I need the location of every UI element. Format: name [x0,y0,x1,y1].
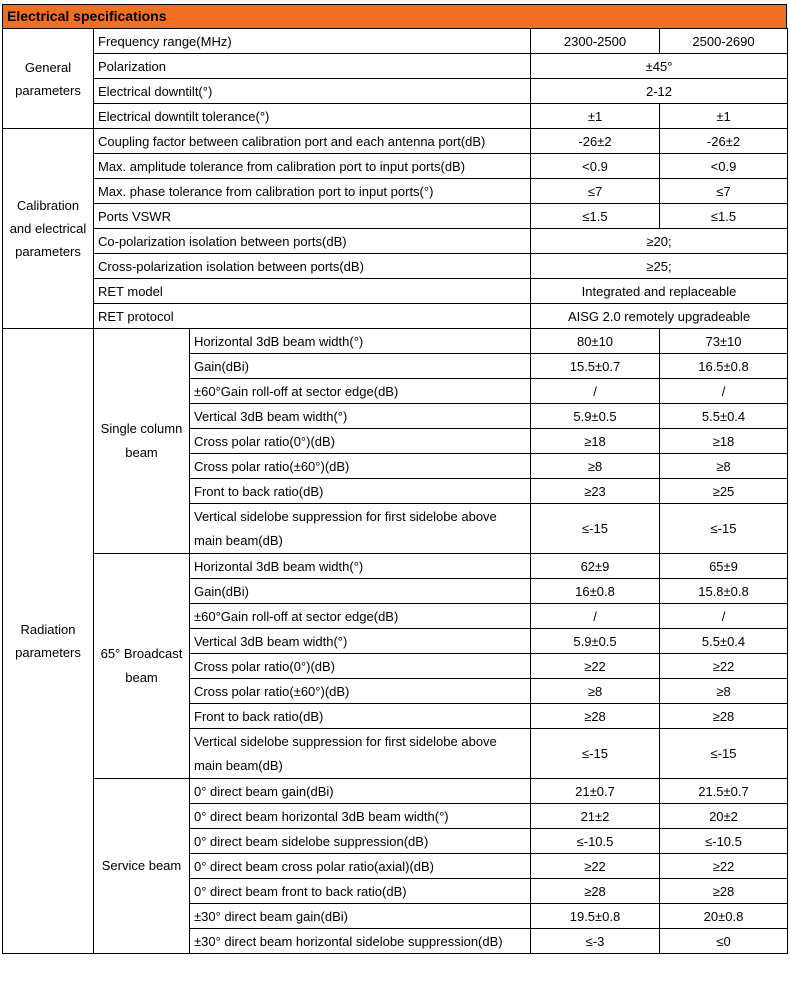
table-row [3,254,788,279]
param-label: Cross polar ratio(0°)(dB) [190,654,531,679]
value-2300: 2300-2500 [531,29,660,54]
value-2300: 19.5±0.8 [531,904,660,929]
param-label: 0° direct beam horizontal 3dB beam width(°) [190,804,531,829]
param-label: RET model [94,279,531,304]
param-label: Frequency range(MHz) [94,29,531,54]
table-row [3,779,788,804]
table-row [3,129,788,154]
param-label: Polarization [94,54,531,79]
table-row [3,329,788,354]
value-merged: ±45° [531,54,788,79]
value-2300: ≥28 [531,879,660,904]
value-2300: ≥8 [531,454,660,479]
param-label: Vertical 3dB beam width(°) [190,404,531,429]
section-title: Electrical specifications [2,4,787,28]
value-2500: ≥18 [660,429,788,454]
value-2500: 20±0.8 [660,904,788,929]
value-2300: / [531,604,660,629]
value-2500: 20±2 [660,804,788,829]
value-2300: ≤7 [531,179,660,204]
value-2300: 62±9 [531,554,660,579]
value-2500: ≤0 [660,929,788,954]
value-2500: ≥8 [660,679,788,704]
value-2500: 15.8±0.8 [660,579,788,604]
value-2300: <0.9 [531,154,660,179]
general-section-label: General parameters [3,29,94,129]
value-2500: ≤-15 [660,729,788,779]
param-label: Cross polar ratio(±60°)(dB) [190,679,531,704]
param-label: Vertical sidelobe suppression for first sidelobe above main beam(dB) [190,504,531,554]
param-label: Horizontal 3dB beam width(°) [190,554,531,579]
param-label: 0° direct beam sidelobe suppression(dB) [190,829,531,854]
value-merged: AISG 2.0 remotely upgradeable [531,304,788,329]
value-merged: ≥25; [531,254,788,279]
value-2300: 15.5±0.7 [531,354,660,379]
value-2300: ≥23 [531,479,660,504]
value-2500: 5.5±0.4 [660,629,788,654]
value-2300: ≥18 [531,429,660,454]
value-2500: ≥22 [660,654,788,679]
param-label: Electrical downtilt tolerance(°) [94,104,531,129]
value-2500: ≤7 [660,179,788,204]
value-2300: ≥22 [531,654,660,679]
value-2300: 21±2 [531,804,660,829]
value-2500: -26±2 [660,129,788,154]
table-row [3,54,788,79]
param-label: Co-polarization isolation between ports(dB) [94,229,531,254]
param-label: ±60°Gain roll-off at sector edge(dB) [190,604,531,629]
value-2300: ≤-3 [531,929,660,954]
value-2300: ≤1.5 [531,204,660,229]
param-label: Gain(dBi) [190,354,531,379]
value-2300: ≥8 [531,679,660,704]
value-2300: 80±10 [531,329,660,354]
param-label: Vertical sidelobe suppression for first sidelobe above main beam(dB) [190,729,531,779]
table-row [3,279,788,304]
table-row [3,79,788,104]
radiation-section-label: Radiation parameters [3,329,94,954]
value-2500: ≥25 [660,479,788,504]
spec-sheet [2,4,787,954]
value-2300: 16±0.8 [531,579,660,604]
value-2500: 16.5±0.8 [660,354,788,379]
table-row [3,229,788,254]
table-row [3,554,788,579]
value-2500: ≥28 [660,704,788,729]
calibration-section-label: Calibration and electrical parameters [3,129,94,329]
value-2300: 5.9±0.5 [531,629,660,654]
value-2300: ≤-15 [531,504,660,554]
table-row [3,179,788,204]
param-label: Front to back ratio(dB) [190,479,531,504]
param-label: Cross polar ratio(±60°)(dB) [190,454,531,479]
value-2500: 5.5±0.4 [660,404,788,429]
value-2500: 65±9 [660,554,788,579]
value-2500: / [660,604,788,629]
value-2500: ≤-10.5 [660,829,788,854]
value-2500: ±1 [660,104,788,129]
value-2300: 21±0.7 [531,779,660,804]
table-row [3,29,788,54]
spec-table [2,28,788,954]
param-label: Front to back ratio(dB) [190,704,531,729]
param-label: Vertical 3dB beam width(°) [190,629,531,654]
param-label: Max. phase tolerance from calibration port to input ports(°) [94,179,531,204]
param-label: Coupling factor between calibration port and each antenna port(dB) [94,129,531,154]
value-merged: ≥20; [531,229,788,254]
param-label: ±60°Gain roll-off at sector edge(dB) [190,379,531,404]
value-2300: ±1 [531,104,660,129]
param-label: Horizontal 3dB beam width(°) [190,329,531,354]
value-2500: ≥22 [660,854,788,879]
table-row [3,204,788,229]
value-2500: ≤1.5 [660,204,788,229]
value-2300: ≤-10.5 [531,829,660,854]
value-2500: ≤-15 [660,504,788,554]
param-label: 0° direct beam gain(dBi) [190,779,531,804]
param-label: ±30° direct beam gain(dBi) [190,904,531,929]
service-beam-label: Service beam [94,779,190,954]
table-row [3,104,788,129]
value-2300: ≥22 [531,854,660,879]
param-label: 0° direct beam front to back ratio(dB) [190,879,531,904]
value-2500: 21.5±0.7 [660,779,788,804]
value-2300: -26±2 [531,129,660,154]
param-label: Electrical downtilt(°) [94,79,531,104]
param-label: Cross polar ratio(0°)(dB) [190,429,531,454]
value-2300: / [531,379,660,404]
value-2500: ≥28 [660,879,788,904]
value-2300: ≥28 [531,704,660,729]
param-label: Ports VSWR [94,204,531,229]
single-beam-label: Single column beam [94,329,190,554]
value-2500: 73±10 [660,329,788,354]
table-row [3,154,788,179]
spec-table-body [3,29,788,954]
param-label: Max. amplitude tolerance from calibration port to input ports(dB) [94,154,531,179]
value-2300: 5.9±0.5 [531,404,660,429]
param-label: Cross-polarization isolation between ports(dB) [94,254,531,279]
value-2300: ≤-15 [531,729,660,779]
param-label: RET protocol [94,304,531,329]
table-row [3,304,788,329]
value-2500: 2500-2690 [660,29,788,54]
value-merged: Integrated and replaceable [531,279,788,304]
param-label: 0° direct beam cross polar ratio(axial)(dB) [190,854,531,879]
value-2500: / [660,379,788,404]
broadcast-beam-label: 65° Broadcast beam [94,554,190,779]
param-label: ±30° direct beam horizontal sidelobe suppression(dB) [190,929,531,954]
value-2500: ≥8 [660,454,788,479]
value-merged: 2-12 [531,79,788,104]
param-label: Gain(dBi) [190,579,531,604]
value-2500: <0.9 [660,154,788,179]
